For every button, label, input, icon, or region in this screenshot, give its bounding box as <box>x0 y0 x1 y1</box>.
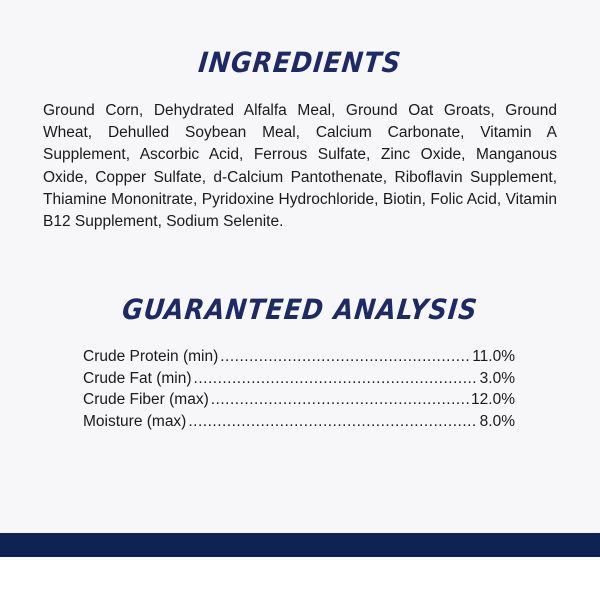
analysis-label: Moisture (max) <box>83 412 187 430</box>
analysis-row-crude-fiber <box>83 391 515 413</box>
analysis-value: 11.0% <box>472 348 515 365</box>
analysis-row-crude-fat <box>83 370 515 392</box>
analysis-label: Crude Protein (min) <box>83 348 219 365</box>
analysis-row-crude-protein <box>83 348 515 370</box>
dot-leader <box>220 348 470 366</box>
analysis-table <box>83 348 515 434</box>
dot-leader <box>211 391 469 409</box>
ingredients-heading: INGREDIENTS <box>196 46 404 79</box>
analysis-row-moisture <box>83 413 515 435</box>
ingredients-list-text: Ground Corn, Dehydrated Alfalfa Meal, Ground Oat Groats, Ground Wheat, Dehulled Soybean Meal, Calcium Carbonate, Vitamin A Supplement, Ascorbic Acid, Ferrous Sulfate, Zinc Oxide, Manganous Oxide, Copper Sulfate, d-Calcium Pantothenate, Riboflavin Supplement, Thiamine Mononitrate, Pyridoxine Hydrochloride, Biotin, Folic Acid, Vitamin B12 Supplement, Sodium Selenite. <box>43 102 557 231</box>
dot-leader <box>194 370 478 388</box>
analysis-label: Crude Fat (min) <box>83 369 192 387</box>
dot-leader <box>188 413 477 431</box>
analysis-value: 12.0% <box>471 391 515 408</box>
footer-color-band <box>0 533 600 557</box>
analysis-label: Crude Fiber (max) <box>83 391 209 408</box>
guaranteed-analysis-heading: GUARANTEED ANALYSIS <box>120 293 480 326</box>
analysis-value: 8.0% <box>479 412 515 430</box>
analysis-value: 3.0% <box>479 369 515 387</box>
